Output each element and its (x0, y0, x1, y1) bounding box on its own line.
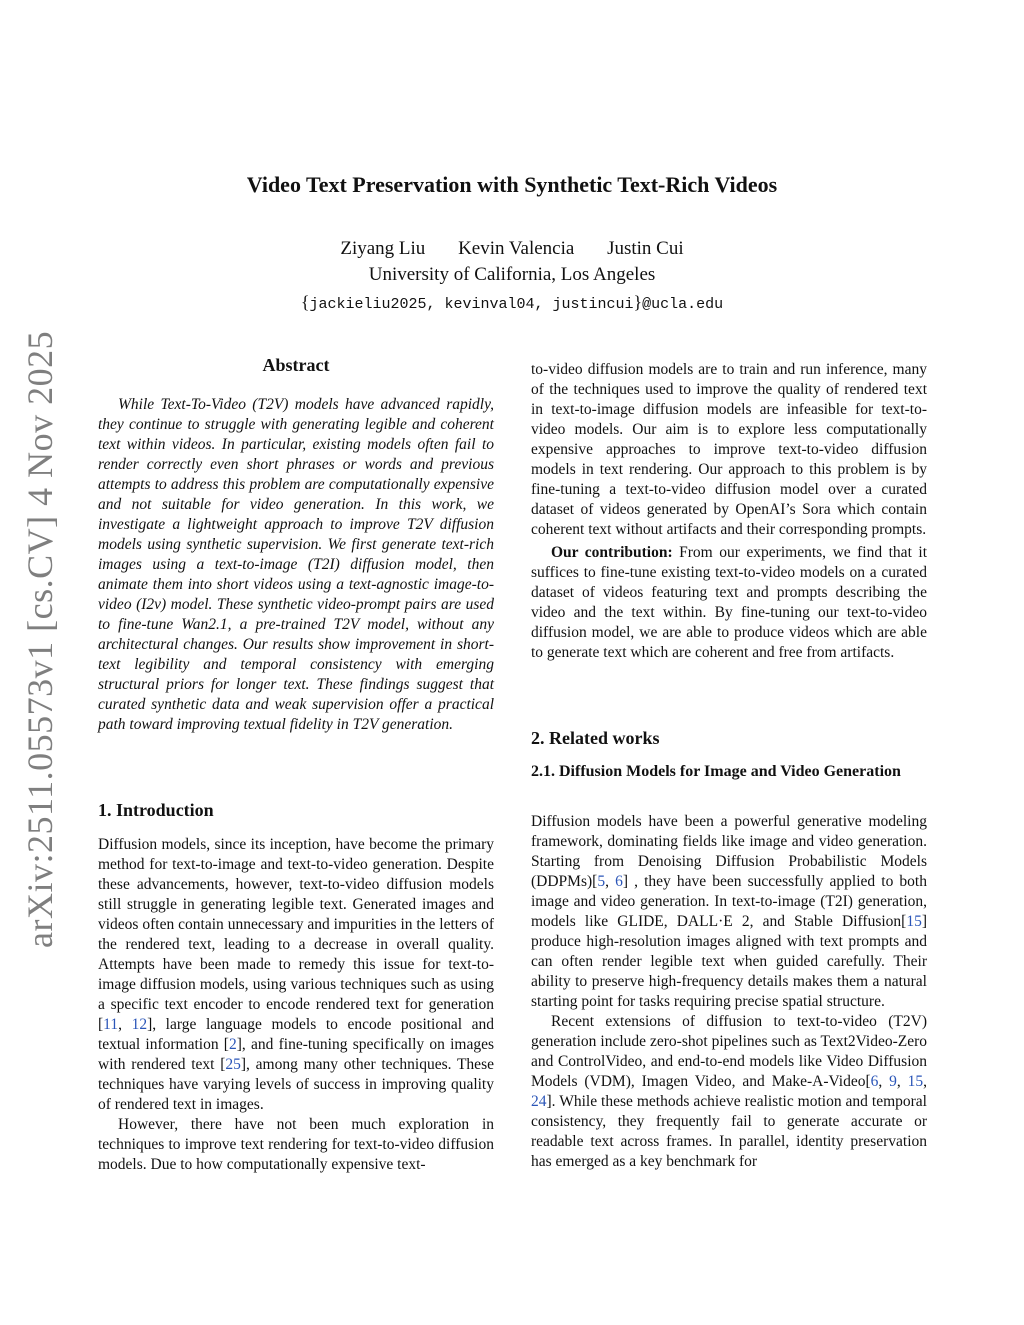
paragraph-contribution: Our contribution: From our experiments, we find that it suffices to fine-tune existing text-to-video models on a curated dataset of videos featuring text and prompts describing the video and the text within. By fine-tuning our text-to-video diffusion model, we are able to produce videos which are able to generate text which are coherent and free from artifacts. (531, 544, 927, 661)
citation-link[interactable]: 2 (228, 1036, 237, 1053)
paragraph: Recent extensions of diffusion to text-to-video (T2V) generation include zero-shot pipelines such as Text2Video-Zero and ControlVideo, and end-to-end models like Video Diffusion Models (VDM), Imagen Video, and Make-A-Video[6, 9, 15, 24]. While these methods achieve realistic motion and temporal consistency, they frequently fail to generate accurate or readable text across frames. In parallel, identity preservation has emerged as a key benchmark for (531, 1013, 928, 1170)
citation-link[interactable]: 6 (615, 873, 623, 890)
author-emails[interactable] (0, 292, 1024, 313)
brace-close: } (633, 292, 643, 312)
section-heading-introduction: 1. Introduction (98, 800, 214, 820)
citation-link[interactable]: 12 (131, 1016, 148, 1033)
citation-link[interactable]: 9 (889, 1073, 897, 1090)
left-column (98, 355, 494, 1173)
email-usernames: jackieliu2025, kevinval04, justincui (309, 296, 634, 313)
right-column (531, 360, 928, 1170)
citation-link[interactable]: 15 (907, 1073, 924, 1090)
abstract-text: While Text-To-Video (T2V) models have advanced rapidly, they continue to struggle with generating legible and coherent text within videos. In particular, existing models often fail to render correctly even short phrases or words and previous attempts to address this problem are computationally expensive and not suitable for video generation. In this work, we investigate a lightweight approach to improve T2V diffusion models using synthetic supervision. We first generate text-rich images using a text-to-image (T2I) diffusion model, then animate them into short videos using a text-agnostic image-to-video (I2v) model. These synthetic video-prompt pairs are used to fine-tune Wan2.1, a pre-trained T2V model, without any architectural changes. Our results show improvement in short-text legibility and temporal consistency with emerging structural priors for longer text. These findings suggest that curated synthetic data and weak supervision offer a practical path toward improving textual fidelity in T2V generation. (98, 396, 494, 733)
citation-link[interactable]: 6 (870, 1073, 879, 1090)
paragraph: Diffusion models, since its inception, have become the primary method for text-to-image and text-to-video generation. Despite these advancements, however, text-to-video diffusion models still struggle in generating legible text. Generated images and videos often contain unnecessary and impurities in the letters of the rendered text, leading to a decrease in overall quality. Attempts have been made to remedy this issue for text-to-image diffusion models, using various techniques such as using a specific text encoder to encode rendered text for generation [11, 12], large language models to encode positional and textual information [2], and fine-tuning specifically on images with rendered text [25], among many other techniques. These techniques have varying levels of success in improving quality of rendered text in images. (98, 836, 494, 1113)
email-domain: @ucla.edu (642, 296, 724, 313)
subsection-heading-diffusion-models: 2.1. Diffusion Models for Image and Video Generation (531, 763, 901, 780)
author-name: Justin Cui (607, 238, 684, 259)
related-works-body (531, 812, 927, 1172)
arxiv-stamp[interactable]: arXiv:2511.05573v1 [cs.CV] 4 Nov 2025 (20, 330, 60, 948)
section-heading-related-works: 2. Related works (531, 728, 660, 748)
paper-title: Video Text Preservation with Synthetic Text-Rich Videos (246, 172, 778, 197)
affiliation: University of California, Los Angeles (368, 264, 656, 285)
contribution-label: Our contribution: (551, 544, 673, 561)
author-name: Kevin Valencia (458, 238, 575, 259)
citation-link[interactable]: 11 (103, 1016, 119, 1033)
paragraph: However, there have not been much exploration in techniques to improve text rendering for text-to-video diffusion models. Due to how computationally expensive text- (98, 1116, 494, 1173)
author-name: Ziyang Liu (340, 238, 426, 259)
introduction-body (98, 835, 494, 1175)
citation-link[interactable]: 5 (597, 873, 606, 890)
citation-link[interactable]: 15 (906, 913, 922, 930)
citation-link[interactable]: 24 (531, 1093, 547, 1110)
abstract-heading: Abstract (262, 355, 330, 375)
brace-open: { (300, 292, 310, 312)
citation-link[interactable]: 25 (225, 1056, 241, 1073)
paragraph: Diffusion models have been a powerful generative modeling framework, dominating fields like image and video generation. Starting from Denoising Diffusion Probabilistic Models (DDPMs)[5, 6] , they have been successfully applied to both image and video generation. In text-to-image (T2I) generation, models like GLIDE, DALL·E 2, and Stable Diffusion[15] produce high-resolution images aligned with text prompts and can often render legible text when guided carefully. Their ability to preserve high-frequency details makes them a natural starting point for tasks requiring precise spatial structure. (531, 813, 927, 1010)
author-list (0, 238, 1024, 260)
paragraph: to-video diffusion models are to train and run inference, many of the techniques used to improve the quality of rendered text in text-to-image diffusion models are infeasible for text-to-video models. Our aim is to explore less computationally expensive approaches to improve text-to-video diffusion models in text rendering. Our approach to this problem is by fine-tuning a text-to-video diffusion model over a curated dataset of videos generated by OpenAI’s Sora which contain coherent text without artifacts and their corresponding prompts. (531, 361, 927, 538)
